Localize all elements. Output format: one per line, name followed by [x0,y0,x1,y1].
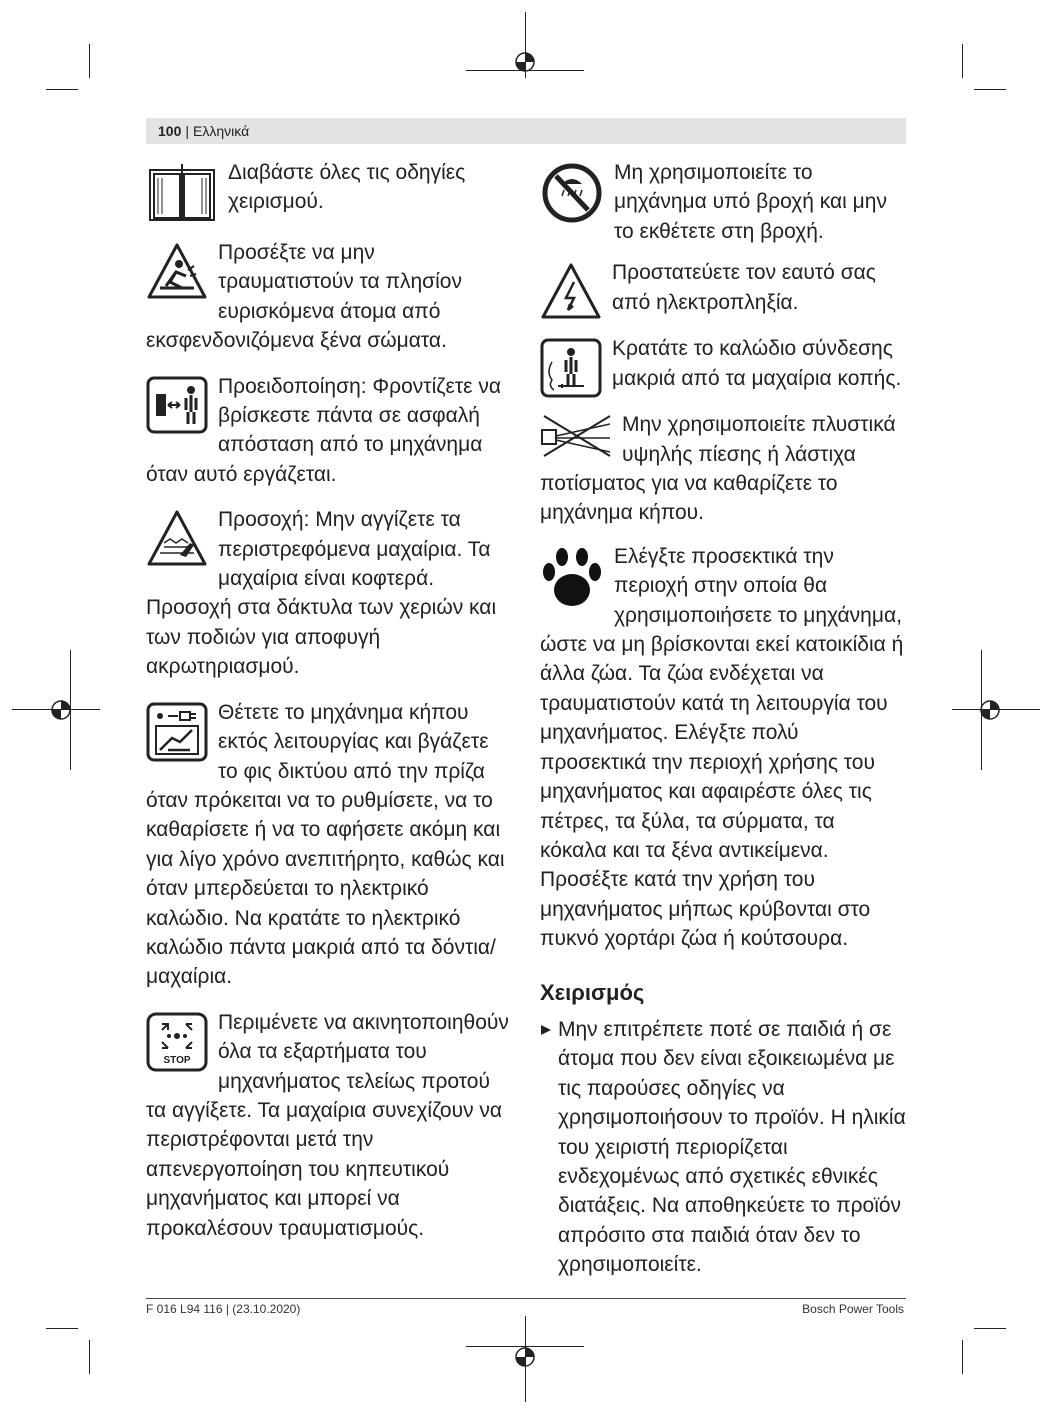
crop-mark [974,89,1006,90]
header-language: Ελληνικά [193,123,250,139]
safety-item [540,410,906,528]
safety-text: Ελέγξτε προσεκτικά την περιοχή στην οποία θα χρησιμοποιήσετε το μηχάνημα, ώστε να μη βρίσκονται εκεί κατοικίδια ή άλλα ζώα. Τα ζώα ενδέχεται να τραυματιστούν κατά τη λειτουργία του μηχανήματος. Ελέγξτε πολύ προσεκτικά την περιοχή χρήσης του μηχανήματος και αφαιρέστε όλες τις πέτρες, τα ξύλα, τα σύρματα, τα κόκαλα και τα ξένα αντικείμενα. Προσέξτε κατά την χρήση του μηχανήματος μήπως κρύβονται στο πυκνό χορτάρι ζώα ή κούτσουρα. [540,544,904,951]
right-column [540,158,906,1280]
crop-mark [962,1340,963,1374]
crop-mark [89,1340,90,1374]
safety-item [146,372,512,490]
safety-item [146,698,512,992]
safety-item [540,334,906,400]
safety-item [146,505,512,681]
safety-item [540,258,906,324]
safety-text: Μην χρησιμοποιείτε πλυστικά υψηλής πίεσης ή λάστιχα ποτίσματος για να καθαρίζετε το μηχάνημα κήπου. [540,413,896,525]
footer-brand: Bosch Power Tools [802,1302,904,1316]
thrown-objects-warning-icon [146,242,208,302]
safety-text: Μη χρησιμοποιείτε το μηχάνημα υπό βροχή και μην το εκθέτετε στη βροχή. [614,161,887,243]
rotating-blades-warning-icon [146,509,208,569]
safety-item [540,542,906,954]
left-column [146,158,512,1243]
crop-mark [974,1328,1006,1329]
crop-mark [46,1328,78,1329]
no-pressure-washer-icon [540,414,612,458]
safety-text: Προσέξτε να μην τραυματιστούν τα πλησίον ευρισκόμενα άτομα από εκσφενδονιζόμενα ξένα σώματα. [146,241,462,353]
bullet-item [540,1015,906,1280]
safety-item [540,158,906,246]
wait-for-stop-icon [146,1012,208,1072]
page-header [146,118,906,144]
footer-rule [146,1298,906,1299]
registration-mark-icon [970,690,1010,730]
crop-mark [89,44,90,78]
registration-mark-icon [41,690,81,730]
safety-item [146,1008,512,1243]
read-manual-icon [146,162,218,224]
stop-label: STOP [163,1054,191,1066]
page-number: 100 [158,123,182,139]
animal-paw-icon [540,546,604,610]
no-rain-icon [540,162,604,224]
safety-text: Προστατεύετε τον εαυτό σας από ηλεκτροπληξία. [612,261,876,314]
safety-text: Θέτετε το μηχάνημα κήπου εκτός λειτουργίας και βγάζετε το φις δικτύου από την πρίζα όταν πρόκειται να το ρυθμίσετε, να το καθαρίσετε ή να το αφήσετε ακόμη και για λίγο χρόνο ανεπιτήρητο, καθώς και όταν μπερδεύεται το ηλεκτρικό καλώδιο. Να κρατάτε το ηλεκτρικό καλώδιο πάντα μακριά από τα δόντια/ μαχαίρια. [146,700,505,989]
bullet-text: Μην επιτρέπετε ποτέ σε παιδιά ή σε άτομα που δεν είναι εξοικειωμένα με τις παρούσες οδηγίες να χρησιμοποιήσουν το προϊόν. Η ηλικία του χειριστή περιορίζεται ενδεχομένως από σχετικές εθνικές διατάξεις. Να αποθηκεύετε το προϊόν απρόσιτο στα παιδιά όταν δεν το χρησιμοποιείτε. [558,1017,906,1277]
crop-mark [46,89,78,90]
safety-item [146,238,512,356]
safety-text: Κρατάτε το καλώδιο σύνδεσης μακριά από τα μαχαίρια κοπής. [612,337,902,390]
header-separator: | [185,123,189,139]
safety-text: Διαβάστε όλες τις οδηγίες χειρισμού. [228,161,466,214]
section-heading: Χειρισμός [540,979,645,1005]
unplug-before-maintenance-icon [146,702,208,762]
cable-away-from-blades-icon [540,338,602,398]
safe-distance-icon [146,376,208,434]
safety-item [146,158,512,226]
registration-mark-icon [505,42,545,82]
safety-text: Περιμένετε να ακινητοποιηθούν όλα τα εξαρτήματα του μηχανήματος τελείως προτού τα αγγίξετε. Τα μαχαίρια συνεχίζουν να περιστρέφονται μετά την απενεργοποίηση του κηπευτικού μηχανήματος και μπορεί να προκαλέσουν τραυματισμούς. [146,1010,509,1240]
crop-mark [962,44,963,78]
bullet-triangle-icon [540,1024,552,1036]
electric-shock-icon [540,262,602,322]
registration-mark-icon [505,1337,545,1377]
safety-text: Προσοχή: Μην αγγίζετε τα περιστρεφόμενα μαχαίρια. Τα μαχαίρια είναι κοφτερά. Προσοχή στα δάκτυλα των χεριών και των ποδιών για αποφυγή ακρωτηριασμού. [146,508,497,679]
safety-text: Προειδοποίηση: Φροντίζετε να βρίσκεστε πάντα σε ασφαλή απόσταση από το μηχάνημα όταν αυτό εργάζεται. [146,374,502,486]
footer-doc-ref: F 016 L94 116 | (23.10.2020) [146,1302,301,1316]
